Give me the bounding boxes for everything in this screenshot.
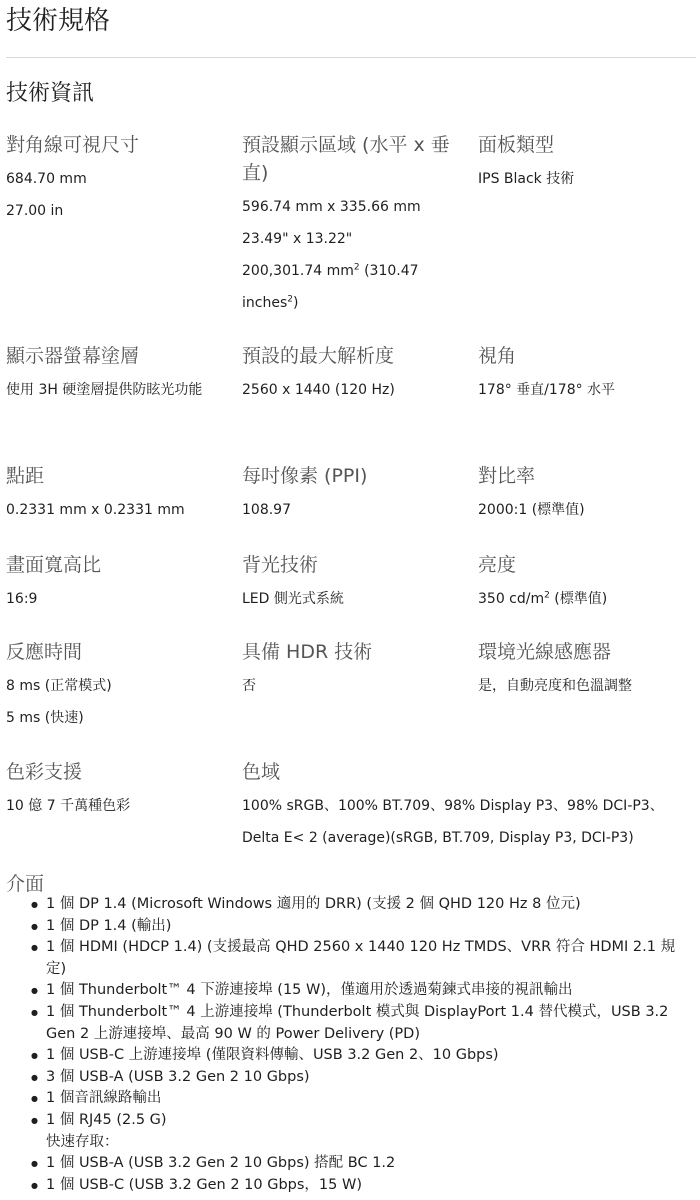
spec-label: 顯示器螢幕塗層 — [6, 345, 140, 367]
spec-value: 27.00 in — [6, 203, 64, 219]
spec-label: 環境光線感應器 — [478, 641, 612, 663]
spec-ppi — [242, 462, 466, 526]
spec-label: 對角線可視尺寸 — [6, 134, 140, 156]
interface-list — [46, 894, 686, 1196]
spec-value: IPS Black 技術 — [478, 171, 575, 187]
list-item: ● 1 個 DP 1.4 (Microsoft Windows 適用的 DRR) (支援 2 個 QHD 120 Hz 8 位元) — [46, 894, 686, 916]
spec-contrast-ratio — [478, 462, 700, 526]
spec-value-area: 200,301.74 $mm^2$ (310.47 inches$^2$) — [242, 262, 419, 311]
list-item: ● 1 個 HDMI (HDCP 1.4) (支援最高 QHD 2560 x 1440 120 Hz TMDS、VRR 符合 HDMI 2.1 規定) — [46, 937, 686, 980]
spec-label: 色彩支援 — [6, 761, 83, 783]
spec-backlight — [242, 551, 466, 615]
spec-value: 684.70 mm — [6, 171, 87, 187]
spec-label: 反應時間 — [6, 641, 83, 663]
spec-value: 2000:1 (標準值) — [478, 502, 585, 518]
spec-label: 點距 — [6, 465, 45, 487]
spec-viewing-angle — [478, 342, 700, 406]
spec-label: 對比率 — [478, 465, 536, 487]
spec-value: 8 ms (正常模式) — [6, 678, 112, 694]
spec-value: 是，自動亮度和色溫調整 — [478, 678, 632, 694]
title-divider — [6, 57, 696, 58]
spec-panel-type — [478, 131, 700, 195]
spec-value: 16:9 — [6, 591, 38, 607]
list-item: ● 1 個 USB-C 上游連接埠 (僅限資料傳輸、USB 3.2 Gen 2、10 Gbps) — [46, 1045, 686, 1067]
spec-label: 視角 — [478, 345, 517, 367]
spec-value: 178° 垂直/178° 水平 — [478, 382, 616, 398]
spec-value: 使用 3H 硬塗層提供防眩光功能 — [6, 382, 203, 398]
spec-label: 亮度 — [478, 554, 517, 576]
spec-max-resolution — [242, 342, 466, 406]
spec-value: 2560 x 1440 (120 Hz) — [242, 382, 395, 398]
spec-brightness — [478, 551, 700, 615]
spec-label: 每吋像素 (PPI) — [242, 465, 368, 487]
spec-screen-coating — [6, 342, 224, 406]
list-item: ● 1 個 USB-C (USB 3.2 Gen 2 10 Gbps，15 W) — [46, 1175, 686, 1197]
spec-hdr — [242, 638, 466, 702]
interface-label: 介面 — [6, 873, 45, 895]
spec-label: 預設的最大解析度 — [242, 345, 395, 367]
list-item: ● 1 個 Thunderbolt™ 4 下游連接埠 (15 W)，僅適用於透過菊鍊式串接的視訊輸出 — [46, 980, 686, 1002]
spec-color-gamut — [242, 758, 692, 854]
spec-value: 10 億 7 千萬種色彩 — [6, 798, 131, 814]
spec-value: 100% sRGB、100% BT.709、98% Display P3、98% DCI-P3、Delta E< 2 (average)(sRGB, BT.709, Display P3, DCI-P3) — [242, 798, 664, 846]
spec-response-time — [6, 638, 230, 734]
spec-aspect-ratio — [6, 551, 230, 615]
spec-display-area — [242, 131, 462, 319]
list-item: ● 1 個 USB-A (USB 3.2 Gen 2 10 Gbps) 搭配 BC 1.2 — [46, 1153, 686, 1175]
spec-value: 596.74 mm x 335.66 mm — [242, 199, 421, 215]
list-item: ● 3 個 USB-A (USB 3.2 Gen 2 10 Gbps) — [46, 1067, 686, 1089]
list-item: ● 1 個 DP 1.4 (輸出) — [46, 916, 686, 938]
spec-label: 具備 HDR 技術 — [242, 641, 373, 663]
list-item: ● 1 個 Thunderbolt™ 4 上游連接埠 (Thunderbolt 模式與 DisplayPort 1.4 替代模式，USB 3.2 Gen 2 上游連接埠、最高 90 W 的 Power Delivery (PD) — [46, 1002, 686, 1045]
page-title: 技術規格 — [6, 6, 111, 36]
spec-color-support — [6, 758, 230, 822]
spec-value: 108.97 — [242, 502, 291, 518]
section-title: 技術資訊 — [6, 81, 95, 106]
spec-diagonal-size — [6, 131, 230, 227]
spec-label: 色域 — [242, 761, 281, 783]
spec-label: 面板類型 — [478, 134, 555, 156]
spec-label: 畫面寬高比 — [6, 554, 102, 576]
spec-pixel-pitch — [6, 462, 230, 526]
spec-value: LED 側光式系統 — [242, 591, 344, 607]
list-item: ● 1 個 RJ45 (2.5 G) — [46, 1110, 686, 1132]
spec-label: 預設顯示區域 (水平 x 垂直) — [242, 134, 450, 184]
spec-ambient-light-sensor — [478, 638, 700, 702]
spec-value-brightness: 350 $cd/m^2$ (標準值) — [478, 590, 608, 607]
list-item: ● 1 個音訊線路輸出 — [46, 1088, 686, 1110]
spec-value: 23.49" x 13.22" — [242, 231, 353, 247]
spec-value: 0.2331 mm x 0.2331 mm — [6, 502, 185, 518]
quick-access-label: 快速存取： — [46, 1133, 119, 1150]
spec-value: 否 — [242, 678, 256, 694]
spec-label: 背光技術 — [242, 554, 319, 576]
spec-value: 5 ms (快速) — [6, 710, 84, 726]
